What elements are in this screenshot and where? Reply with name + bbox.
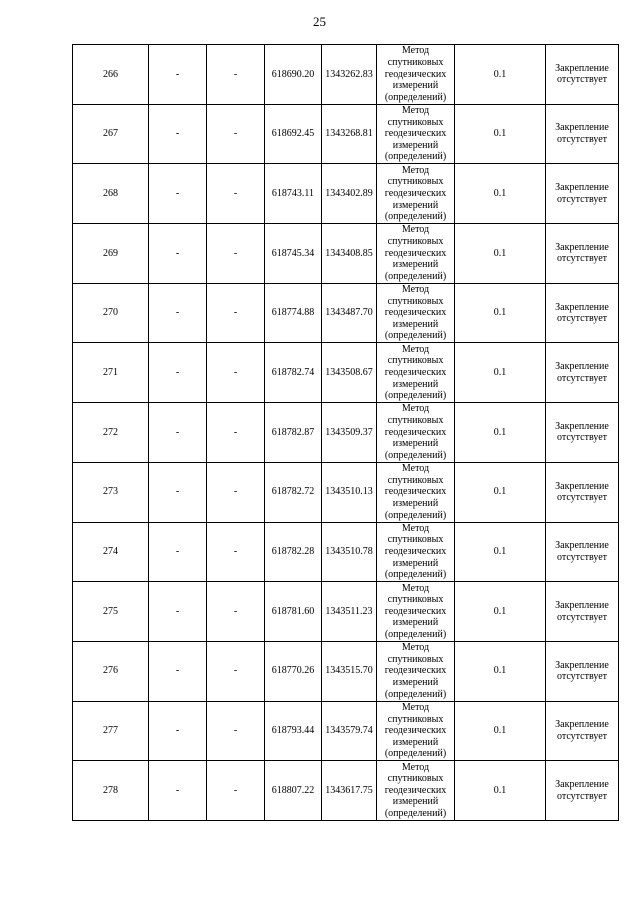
y-coordinate-cell: 1343617.75	[322, 761, 377, 821]
table-row	[73, 582, 619, 642]
empty-value-cell: -	[149, 522, 207, 582]
method-cell: Метод спутниковых геодезических измерений (определений)	[377, 582, 455, 642]
accuracy-cell: 0.1	[455, 761, 546, 821]
method-cell: Метод спутниковых геодезических измерений (определений)	[377, 522, 455, 582]
empty-value-cell: -	[207, 104, 265, 164]
y-coordinate-cell: 1343402.89	[322, 164, 377, 224]
empty-value-cell: -	[207, 45, 265, 105]
empty-value-cell: -	[207, 701, 265, 761]
y-coordinate-cell: 1343515.70	[322, 641, 377, 701]
fixing-description-cell: Закрепление отсутствует	[546, 224, 619, 284]
table-row	[73, 45, 619, 105]
table-row	[73, 462, 619, 522]
fixing-description-cell: Закрепление отсутствует	[546, 403, 619, 463]
table-row	[73, 761, 619, 821]
fixing-description-cell: Закрепление отсутствует	[546, 701, 619, 761]
empty-value-cell: -	[149, 283, 207, 343]
empty-value-cell: -	[149, 45, 207, 105]
table-row	[73, 224, 619, 284]
x-coordinate-cell: 618793.44	[265, 701, 322, 761]
fixing-description-cell: Закрепление отсутствует	[546, 761, 619, 821]
method-cell: Метод спутниковых геодезических измерений (определений)	[377, 164, 455, 224]
y-coordinate-cell: 1343408.85	[322, 224, 377, 284]
accuracy-cell: 0.1	[455, 164, 546, 224]
empty-value-cell: -	[207, 164, 265, 224]
x-coordinate-cell: 618782.72	[265, 462, 322, 522]
table-body	[73, 45, 619, 821]
y-coordinate-cell: 1343262.83	[322, 45, 377, 105]
empty-value-cell: -	[207, 641, 265, 701]
x-coordinate-cell: 618743.11	[265, 164, 322, 224]
point-number-cell: 276	[73, 641, 149, 701]
empty-value-cell: -	[149, 343, 207, 403]
accuracy-cell: 0.1	[455, 641, 546, 701]
method-cell: Метод спутниковых геодезических измерений (определений)	[377, 104, 455, 164]
y-coordinate-cell: 1343511.23	[322, 582, 377, 642]
accuracy-cell: 0.1	[455, 343, 546, 403]
empty-value-cell: -	[149, 641, 207, 701]
table-row	[73, 283, 619, 343]
x-coordinate-cell: 618690.20	[265, 45, 322, 105]
y-coordinate-cell: 1343510.78	[322, 522, 377, 582]
x-coordinate-cell: 618781.60	[265, 582, 322, 642]
method-cell: Метод спутниковых геодезических измерений (определений)	[377, 462, 455, 522]
table-row	[73, 164, 619, 224]
x-coordinate-cell: 618807.22	[265, 761, 322, 821]
method-cell: Метод спутниковых геодезических измерений (определений)	[377, 283, 455, 343]
point-number-cell: 269	[73, 224, 149, 284]
empty-value-cell: -	[149, 164, 207, 224]
empty-value-cell: -	[207, 522, 265, 582]
empty-value-cell: -	[149, 761, 207, 821]
empty-value-cell: -	[149, 701, 207, 761]
point-number-cell: 267	[73, 104, 149, 164]
x-coordinate-cell: 618745.34	[265, 224, 322, 284]
point-number-cell: 272	[73, 403, 149, 463]
point-number-cell: 266	[73, 45, 149, 105]
page-number: 25	[313, 14, 326, 29]
accuracy-cell: 0.1	[455, 45, 546, 105]
table-row	[73, 104, 619, 164]
empty-value-cell: -	[149, 104, 207, 164]
accuracy-cell: 0.1	[455, 582, 546, 642]
x-coordinate-cell: 618782.28	[265, 522, 322, 582]
y-coordinate-cell: 1343579.74	[322, 701, 377, 761]
fixing-description-cell: Закрепление отсутствует	[546, 522, 619, 582]
accuracy-cell: 0.1	[455, 283, 546, 343]
empty-value-cell: -	[149, 582, 207, 642]
method-cell: Метод спутниковых геодезических измерений (определений)	[377, 343, 455, 403]
accuracy-cell: 0.1	[455, 403, 546, 463]
method-cell: Метод спутниковых геодезических измерений (определений)	[377, 761, 455, 821]
empty-value-cell: -	[207, 462, 265, 522]
y-coordinate-cell: 1343508.67	[322, 343, 377, 403]
empty-value-cell: -	[207, 761, 265, 821]
y-coordinate-cell: 1343487.70	[322, 283, 377, 343]
fixing-description-cell: Закрепление отсутствует	[546, 164, 619, 224]
y-coordinate-cell: 1343510.13	[322, 462, 377, 522]
empty-value-cell: -	[149, 224, 207, 284]
fixing-description-cell: Закрепление отсутствует	[546, 641, 619, 701]
accuracy-cell: 0.1	[455, 462, 546, 522]
method-cell: Метод спутниковых геодезических измерений (определений)	[377, 224, 455, 284]
point-number-cell: 270	[73, 283, 149, 343]
point-number-cell: 278	[73, 761, 149, 821]
fixing-description-cell: Закрепление отсутствует	[546, 45, 619, 105]
fixing-description-cell: Закрепление отсутствует	[546, 582, 619, 642]
fixing-description-cell: Закрепление отсутствует	[546, 283, 619, 343]
empty-value-cell: -	[207, 224, 265, 284]
fixing-description-cell: Закрепление отсутствует	[546, 104, 619, 164]
point-number-cell: 271	[73, 343, 149, 403]
fixing-description-cell: Закрепление отсутствует	[546, 343, 619, 403]
point-number-cell: 275	[73, 582, 149, 642]
accuracy-cell: 0.1	[455, 104, 546, 164]
method-cell: Метод спутниковых геодезических измерений (определений)	[377, 701, 455, 761]
table-row	[73, 522, 619, 582]
accuracy-cell: 0.1	[455, 701, 546, 761]
table-row	[73, 403, 619, 463]
fixing-description-cell: Закрепление отсутствует	[546, 462, 619, 522]
y-coordinate-cell: 1343268.81	[322, 104, 377, 164]
table-row	[73, 701, 619, 761]
method-cell: Метод спутниковых геодезических измерений (определений)	[377, 45, 455, 105]
table-row	[73, 641, 619, 701]
boundary-points-table	[72, 44, 619, 821]
point-number-cell: 274	[73, 522, 149, 582]
x-coordinate-cell: 618782.87	[265, 403, 322, 463]
empty-value-cell: -	[149, 462, 207, 522]
y-coordinate-cell: 1343509.37	[322, 403, 377, 463]
point-number-cell: 268	[73, 164, 149, 224]
method-cell: Метод спутниковых геодезических измерений (определений)	[377, 641, 455, 701]
x-coordinate-cell: 618774.88	[265, 283, 322, 343]
point-number-cell: 273	[73, 462, 149, 522]
empty-value-cell: -	[149, 403, 207, 463]
empty-value-cell: -	[207, 283, 265, 343]
accuracy-cell: 0.1	[455, 224, 546, 284]
accuracy-cell: 0.1	[455, 522, 546, 582]
table-row	[73, 343, 619, 403]
method-cell: Метод спутниковых геодезических измерений (определений)	[377, 403, 455, 463]
empty-value-cell: -	[207, 343, 265, 403]
x-coordinate-cell: 618770.26	[265, 641, 322, 701]
empty-value-cell: -	[207, 403, 265, 463]
point-number-cell: 277	[73, 701, 149, 761]
x-coordinate-cell: 618692.45	[265, 104, 322, 164]
empty-value-cell: -	[207, 582, 265, 642]
x-coordinate-cell: 618782.74	[265, 343, 322, 403]
